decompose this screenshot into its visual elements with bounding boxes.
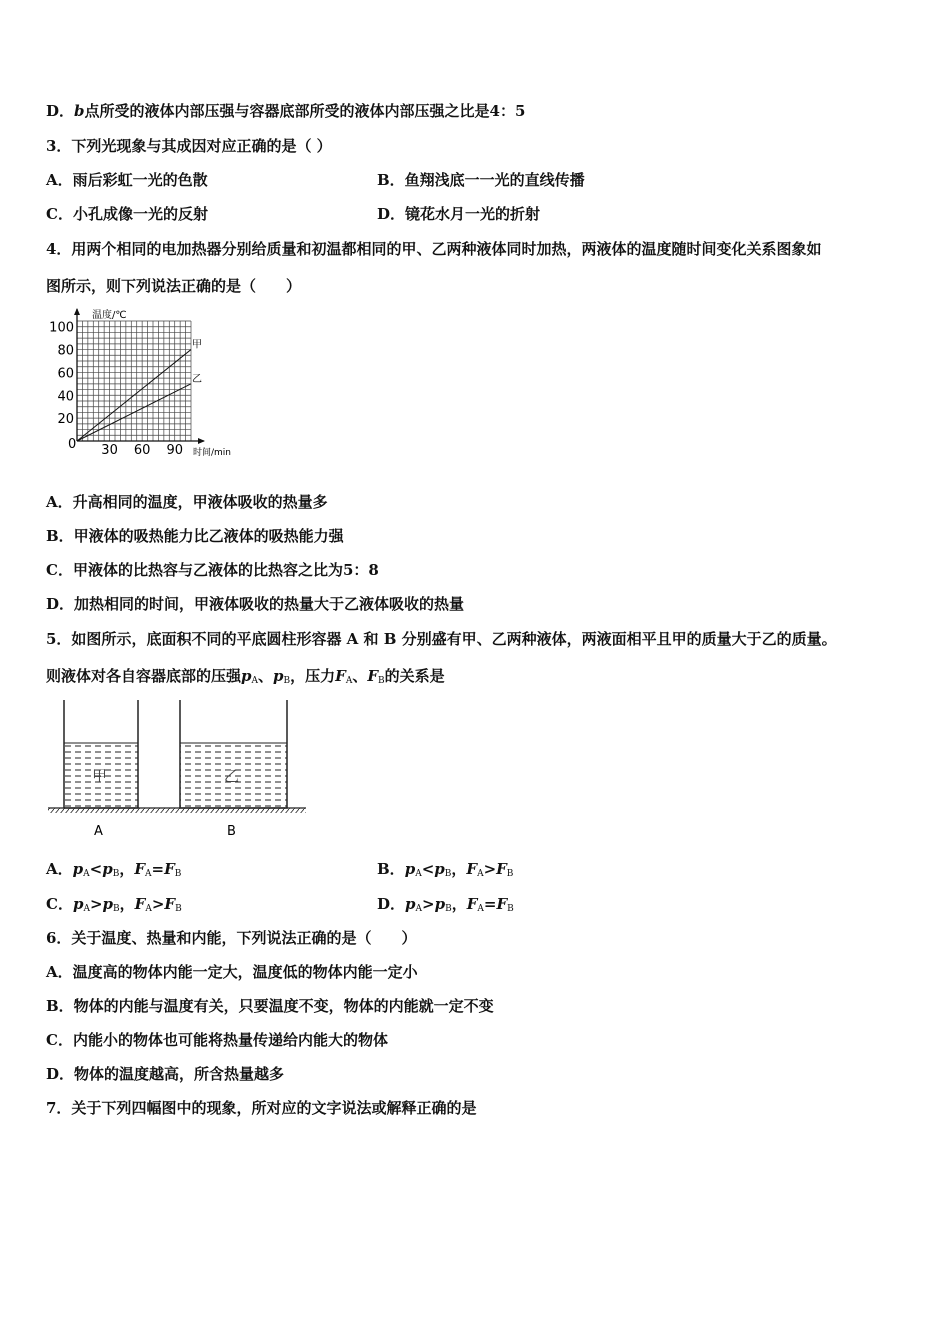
x-tick-label: 30 bbox=[101, 443, 118, 458]
chart-y-tick-labels bbox=[49, 321, 74, 427]
q6-option-c: C．内能小的物体也可能将热量传递给内能大的物体 bbox=[46, 1031, 388, 1049]
q5-option-d: D．$p_A>p_B$，$F_A=F_B$ bbox=[377, 895, 514, 914]
container-b-label: B bbox=[227, 824, 236, 839]
q5-option-c: C．$p_A>p_B$，$F_A>F_B$ bbox=[46, 895, 182, 914]
y-tick-label: 20 bbox=[57, 412, 74, 428]
x-tick-label: 60 bbox=[133, 443, 151, 458]
q4-option-d: D．加热相同的时间，甲液体吸收的热量大于乙液体吸收的热量 bbox=[46, 595, 465, 613]
q4-option-a: A．升高相同的温度，甲液体吸收的热量多 bbox=[46, 493, 328, 511]
series-label: 乙 bbox=[192, 373, 202, 385]
q6-option-b: B．物体的内能与温度有关，只要温度不变，物体的内能就一定不变 bbox=[46, 997, 494, 1015]
y-tick-label: 60 bbox=[57, 366, 74, 382]
q6-stem: 6．关于温度、热量和内能，下列说法正确的是（ ） bbox=[46, 929, 417, 947]
q2-option-d: D．b点所受的液体内部压强与容器底部所受的液体内部压强之比是4：5 bbox=[46, 102, 526, 120]
q4-stem-line1: 4．用两个相同的电加热器分别给质量和初温都相同的甲、乙两种液体同时加热，两液体的温度随时间变化关系图象如 bbox=[46, 240, 822, 258]
q5-option-a: A．$p_A<p_B$，$F_A=F_B$ bbox=[46, 860, 182, 879]
series-label: 甲 bbox=[192, 339, 202, 351]
containers-figure bbox=[44, 695, 314, 845]
q5-stem-line1: 5．如图所示，底面积不同的平底圆柱形容器 A 和 B 分别盛有甲、乙两种液体，两液面相平且甲的质量大于乙的质量。 bbox=[46, 630, 837, 648]
container-a-liquid-label: 甲 bbox=[92, 767, 108, 785]
q3-option-c: C．小孔成像一光的反射 bbox=[46, 205, 208, 223]
x-axis-arrow bbox=[198, 438, 205, 444]
y-tick-label: 40 bbox=[57, 389, 74, 405]
q3-option-b: B．鱼翔浅底一一光的直线传播 bbox=[377, 171, 585, 189]
chart-ylabel: 温度/℃ bbox=[92, 310, 127, 321]
container-b-liquid-label: 乙 bbox=[224, 767, 240, 785]
chart-origin-label: 0 bbox=[68, 437, 77, 452]
chart-grid bbox=[77, 321, 191, 441]
temperature-time-chart bbox=[44, 305, 249, 465]
y-tick-label: 80 bbox=[57, 343, 74, 359]
chart-xlabel: 时间/min bbox=[193, 448, 232, 458]
q6-option-a: A．温度高的物体内能一定大，温度低的物体内能一定小 bbox=[46, 963, 418, 981]
q5-option-b: B．$p_A<p_B$，$F_A>F_B$ bbox=[377, 860, 514, 879]
y-axis-arrow bbox=[74, 308, 80, 315]
q4-stem-line2: 图所示，则下列说法正确的是（ ） bbox=[46, 277, 302, 295]
chart-x-tick-labels bbox=[101, 443, 183, 458]
x-tick-label: 90 bbox=[166, 443, 183, 458]
ground-hatch bbox=[48, 808, 306, 813]
q5-stem-line2: 则液体对各自容器底部的压强$p_A$、$p_B$，压力$F_A$、$F_B$的关系是 bbox=[46, 667, 445, 686]
q3-option-d: D．镜花水月一光的折射 bbox=[377, 205, 541, 223]
q3-stem: 3．下列光现象与其成因对应正确的是（ ） bbox=[46, 137, 332, 155]
q6-option-d: D．物体的温度越高，所含热量越多 bbox=[46, 1065, 285, 1083]
container-a-label: A bbox=[94, 824, 103, 839]
q7-stem: 7．关于下列四幅图中的现象，所对应的文字说法或解释正确的是 bbox=[46, 1099, 477, 1117]
y-tick-label: 100 bbox=[49, 320, 74, 336]
q4-option-b: B．甲液体的吸热能力比乙液体的吸热能力强 bbox=[46, 527, 344, 545]
q3-option-a: A．雨后彩虹一光的色散 bbox=[46, 171, 208, 189]
q4-option-c: C．甲液体的比热容与乙液体的比热容之比为5：8 bbox=[46, 561, 379, 579]
